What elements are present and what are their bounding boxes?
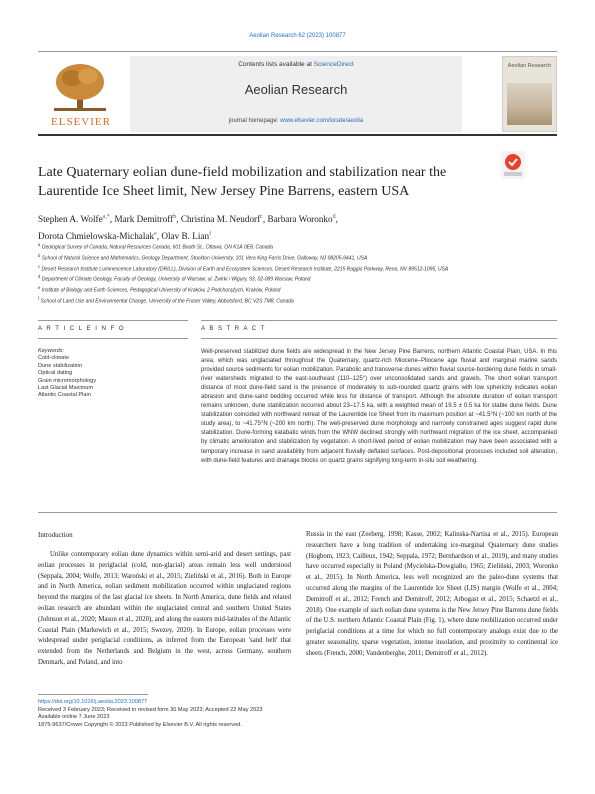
affil-mark: e: [38, 285, 41, 290]
affil-text: School of Land Use and Environmental Change, University of the Fraser Valley, Abbotsford, BC V2S 7M8, Canada: [40, 298, 294, 305]
elsevier-logo[interactable]: [38, 56, 124, 132]
article-title: Late Quaternary eolian dune-field mobilization and stabilization near the Laurentide Ice Sheet limit, New Jersey Pine Barrens, eastern USA: [38, 165, 447, 199]
abstract-text: Well-preserved stabilized dune fields are widespread in the New Jersey Pine Barrens, northern Atlantic Coastal Plain, USA. In this area, which was unglaciated throughout the Quaternary, quartz-rich Miocene–Pliocene age fluvial and marginal marine sands provided source sediments for eolian mobilization. Parabolic and transverse dunes within fluvial source-bordering dune fields in small-river watersheds migrated to the east-southeast (110–125°) over unconsolidated sands and gravels. The short eolian transport distance of most dune-field sand is the presence of moderately to sub-rounded quartz grains with low sphericity indicates eolian abrasion and dune-sand bedding occurred while less for distance of transport. Although the absolute duration of eolian transport remains unknown, dune stabilization occurred about 23–17.5 ka, with a weighted mean of 19.5 ± 0.5 ka for stable dune fields. Dune stabilization coincided with northward retreat of the Laurentide Ice Sheet from its maximum position at ~41.5°N (~100 km north of the study area), to ~41.75°N (~200 km north). The well-preserved dune morphology and narrowly constrained ages suggest rapid dune stabilization. Dune-forming katabatic winds from the WNW declined strongly with northward migration of the ice sheet, accompanied by climatic amelioration and stabilization by vegetation. A short-lived period of eolian mobilization may have been associated with a temporary increase in sand availability from adjacent fluvially deflated surfaces. Post-depositional processes included soil alteration, with dune-field features and drainage blocks on quartz grains signifying long-term in-situ soil weathering.: [201, 349, 557, 464]
author-name[interactable]: Barbara Woronko: [267, 214, 333, 225]
affil-text: Department of Climate Geology, Faculty of Geology, University of Warsaw, ul. Żwirki i Wigury, 93, 02-089 Warsaw, Poland: [41, 276, 311, 283]
contents-line: [130, 61, 462, 68]
author-affil-mark: f: [209, 231, 212, 238]
copyright-notice: 1875-9637/Crown Copyright © 2023 Published by Elsevier B.V. All rights reserved.: [38, 721, 242, 728]
keyword: Last Glacial Maximum: [38, 385, 94, 392]
affiliation: [38, 295, 558, 306]
journal-name: Aeolian Research: [244, 82, 348, 97]
affil-mark: d: [38, 274, 41, 280]
footer-rule: [38, 694, 148, 695]
abstract-bottom-rule: [38, 512, 557, 513]
keywords-block: [38, 348, 188, 400]
affiliation: [38, 284, 558, 295]
affiliation: [38, 252, 558, 263]
author-affil-mark: c: [260, 214, 263, 220]
introduction-heading: Introduction: [38, 531, 73, 539]
keyword: Cold-climate: [38, 355, 70, 362]
affiliation: [38, 241, 558, 252]
keywords-label: Keywords:: [38, 348, 65, 354]
affil-text: Institute of Biology and Earth Sciences, Pedagogical University of Kraków, 2 Podchorążych, Kraków, Poland: [41, 287, 281, 294]
journal-citation[interactable]: Aeolian Research 62 (2023) 100877: [249, 33, 346, 39]
author-name[interactable]: Olav B. Lian: [161, 231, 210, 242]
affiliations: [38, 241, 558, 306]
cover-photo: [507, 83, 552, 125]
author-affil-mark: a,*: [102, 214, 110, 220]
article-footer: [38, 699, 338, 729]
masthead-bottom-rule: [38, 134, 557, 136]
affil-mark: f: [38, 295, 40, 301]
article-info-top-rule: [38, 320, 188, 321]
article-info-sub-rule: [38, 338, 188, 339]
author-affil-mark: e: [154, 231, 157, 238]
homepage-prefix: journal homepage:: [228, 118, 281, 124]
affil-mark: a: [38, 242, 41, 247]
body-column-left: Unlike contemporary eolian dune dynamics within semi-arid and desert settings, past eolian processes in periglacial (cold, non-glacial) areas remain less well understood (Seppala, 2004; Wolfe, 2013; Waroński et al., 2015; Zieliński et al., 2016). Both in Europe and in North America, eolian sediment mobilization occurred within unglaciated regions beyond the margins of the last glacial ice sheets. In North America, dune fields and related eolian research are abundant within the unglaciated central and southern United States (Johnson et al., 2020; Mason et al., 2020), and along the eastern mid-latitudes of the Atlantic Coastal Plain (Markewich et al., 2015; Swezey, 2020). In Europe, eolian processes were widespread under periglacial conditions, as inferred from the European 'sand belt' that extended from the Netherlands and Belgium in the west, across Germany, southern Denmark, and Poland, and into: [38, 551, 291, 666]
author-affil-mark: d: [332, 214, 336, 220]
homepage-link[interactable]: www.elsevier.com/locate/aeolia: [280, 118, 364, 124]
abstract-top-rule: [201, 320, 557, 321]
abstract-heading: A B S T R A C T: [201, 326, 266, 332]
cover-title: Aeolian Research: [507, 63, 552, 69]
elsevier-tree-icon: [52, 62, 108, 112]
author-name[interactable]: Mark Demitroff: [114, 214, 174, 225]
affil-mark: c: [38, 263, 41, 269]
keyword: Grain micromorphology: [38, 377, 97, 384]
keyword: Optical dating: [38, 370, 73, 377]
doi-link[interactable]: https://doi.org/10.1016/j.aeolia.2023.100877: [38, 699, 148, 705]
keyword: Dune stabilization: [38, 362, 83, 369]
journal-cover-thumbnail[interactable]: [502, 56, 557, 132]
homepage-line: [130, 118, 462, 124]
publisher-name: ELSEVIER: [51, 116, 111, 128]
author-name[interactable]: Christina M. Neudorf: [180, 214, 261, 225]
journal-masthead: [38, 56, 557, 132]
affil-text: School of Natural Science and Mathematics, Geology Department, Stockton University, 101 Vera King Farris Drive, Galloway, NJ 08205-9441, USA: [41, 255, 368, 262]
affil-mark: b: [38, 252, 41, 258]
body-column-right: Russia in the east (Zeeberg, 1998; Kasse, 2002; Kalinska-Nartisa et al., 2015). European researchers have a long tradition of undertaking ice-marginal Quaternary dune studies (Hogbom, 1923; Cailleux, 1942; Seppala, 1972; Bernhardson et al., 2019), and many studies have occurred especially in Poland (Mycielska-Dowgiałło, 1965; Zieliński, 2003; Woronko et al., 2015). In North America, less well recognized are the paleo-dune systems that occurred along the margins of the Laurentide Ice Sheet (LIS) margin (Wolfe et al., 2004; Demitroff et al., 2012; French and Demitroff, 2012; Arbogast et al., 2015; Schaetzl et al., 2018). One example of such eolian dune systems is the New Jersey Pine Barrens dune fields of the U.S. northern Atlantic Coastal Plain (Fig. 1), where dune mobilization occurred under periglacial conditions at a time for which no full contemporary analogs exist due to the greater seasonality, sparse vegetation, intense insolation, and proximity to continental ice sheets (French, 2000; Vandenberghe, 2011; Demitroff et al., 2012).: [306, 531, 558, 657]
author-name[interactable]: Dorota Chmielowska-Michalak: [38, 231, 155, 242]
received-dates: Received 3 February 2023; Received in revised form 30 May 2023; Accepted 22 May 2023: [38, 706, 263, 713]
check-for-updates-icon[interactable]: [501, 151, 525, 179]
contents-prefix: Contents lists available at: [238, 61, 314, 68]
affil-text: Geological Survey of Canada, Natural Resources Canada, 601 Booth St., Ottawa, ON K1A 0E8, Canada: [41, 244, 274, 251]
masthead-top-rule: [38, 51, 557, 52]
author-affil-mark: b: [173, 214, 177, 220]
masthead-info-box: [130, 56, 462, 132]
abstract-sub-rule: [201, 338, 557, 339]
author-name[interactable]: Stephen A. Wolfe: [38, 214, 103, 225]
available-online: Available online 7 June 2023: [38, 714, 110, 720]
affil-text: Desert Research Institute Luminescence Laboratory (DRILL), Division of Earth and Ecosystem Sciences, Desert Research Institute, 2215 Raggio Parkway, Reno, NV 89512-1095, USA: [41, 266, 449, 273]
keyword: Atlantic Coastal Plain: [38, 392, 91, 399]
affiliation: [38, 273, 558, 284]
sciencedirect-link[interactable]: ScienceDirect: [313, 61, 354, 68]
author-list: Stephen A. Wolfe$^{a,*}$, Mark Demitroff$^b$, Christina M. Neudorf$^c$, Barbara Woronko$^d$, Dorota Chmielowska-Michalak$^e$, Olav B. Lian$^f$: [38, 214, 338, 242]
affiliation: [38, 263, 558, 274]
article-info-heading: A R T I C L E I N F O: [38, 326, 126, 332]
